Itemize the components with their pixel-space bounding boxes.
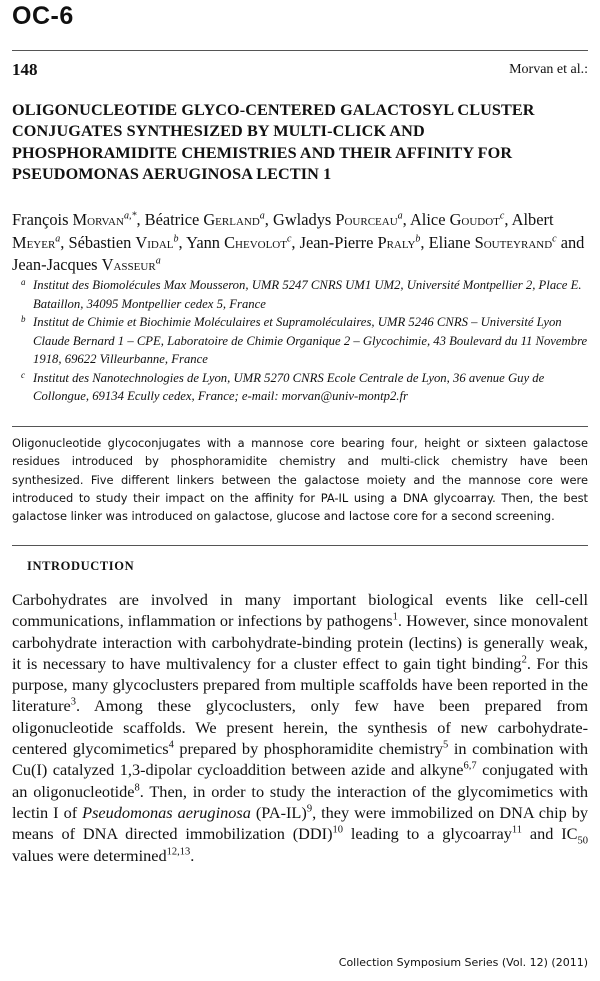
paper-code: OC-6: [12, 2, 74, 30]
abstract: Oligonucleotide glycoconjugates with a mannose core bearing four, height or sixteen galactose residues introduced by phosphoramidite chemistry and multi-click chemistry have been synthesized. Five different linkers between the galactose moiety and the mannose core were introduced to study their impact on the affinity for PA-IL using a DNA glycoarray. Then, the best galactose linker was introduced on galactose, glucose and lactose core for a second screening.: [12, 436, 588, 524]
introduction-paragraph: Carbohydrates are involved in many important biological events like cell-cell communications, inflammation or infections by pathogens$^1$. However, since monovalent carbohydrate interaction with carbohydrate-binding protein (lectins) is generally weak, it is necessary to have multivalency for a cluster effect to gain tight binding$^2$. For this purpose, many glycoclusters prepared from multiple scaffolds have been reported in the literature$^3$. Among these glycoclusters, only few have been prepared from oligonucleotide scaffolds. We present herein, the synthesis of new carbohydrate-centered glycomimetics$^4$ prepared by phosphoramidite chemistry$^5$ in combination with Cu(I) catalyzed 1,3-dipolar cycloaddition between azide and alkyne$^{6,7}$ conjugated with an oligonucleotide$^8$. Then, in order to study the interaction of the glycomimetics with lectin I of Pseudomonas aeruginosa $(PA-IL)^9$, they were immobilized on DNA chip by means of DNA directed immobilization (DDI)$^{10}$ leading to a glycoarray$^{11}$ and $IC_{50}$ values were determined$^{12,13}$.: [12, 590, 589, 865]
affiliation-a: a Institut des Biomolécules Max Mousseron, UMR 5247 CNRS UM1 UM2, Université Montpellier 2, Place E. Bataillon, 34095 Montpellier cedex 5, France: [21, 277, 582, 311]
footer-series: Collection Symposium Series (Vol. 12) (2011): [338, 956, 588, 969]
running-head: Morvan et al.:: [509, 62, 588, 77]
abstract-bottom-rule: [12, 545, 588, 546]
affiliation-b: b Institut de Chimie et Biochimie Moléculaires et Supramoléculaires, UMR 5246 CNRS – Université Lyon Claude Bernard 1 – CPE, Laboratoire de Chimie Organique 2 – Glycochimie, 43 Boulevard du 11 Novembre 1918, 69622 Villeurbanne, France: [21, 314, 588, 366]
page-number: 148: [12, 60, 38, 79]
paper-title: OLIGONUCLEOTIDE GLYCO-CENTERED GALACTOSYL CLUSTER CONJUGATES SYNTHESIZED BY MULTI-CLICK AND PHOSPHORAMIDITE CHEMISTRIES AND THEIR AFFINITY FOR PSEUDOMONAS AERUGINOSA LECTIN 1: [12, 101, 535, 183]
section-heading: INTRODUCTION: [27, 559, 135, 573]
affiliations: [12, 276, 590, 406]
header-rule: [12, 50, 588, 51]
affiliation-c: c Institut des Nanotechnologies de Lyon, UMR 5270 CNRS Ecole Centrale de Lyon, 36 avenue Guy de Collongue, 69134 Ecully cedex, France; e-mail: morvan@univ-montp2.fr: [21, 369, 545, 403]
abstract-top-rule: [12, 426, 588, 427]
author-list: François Morvan$^{a,*}$, Béatrice Gerland$^a$, Gwladys Pourceau$^a$, Alice Goudot$^c$, Albert Meyer$^a$, Sébastien Vidal$^b$, Yann Chevolot$^c$, Jean-Pierre Praly$^b$, Eliane Souteyrand$^c$ and Jean-Jacques Vasseur$^a$: [12, 210, 585, 274]
